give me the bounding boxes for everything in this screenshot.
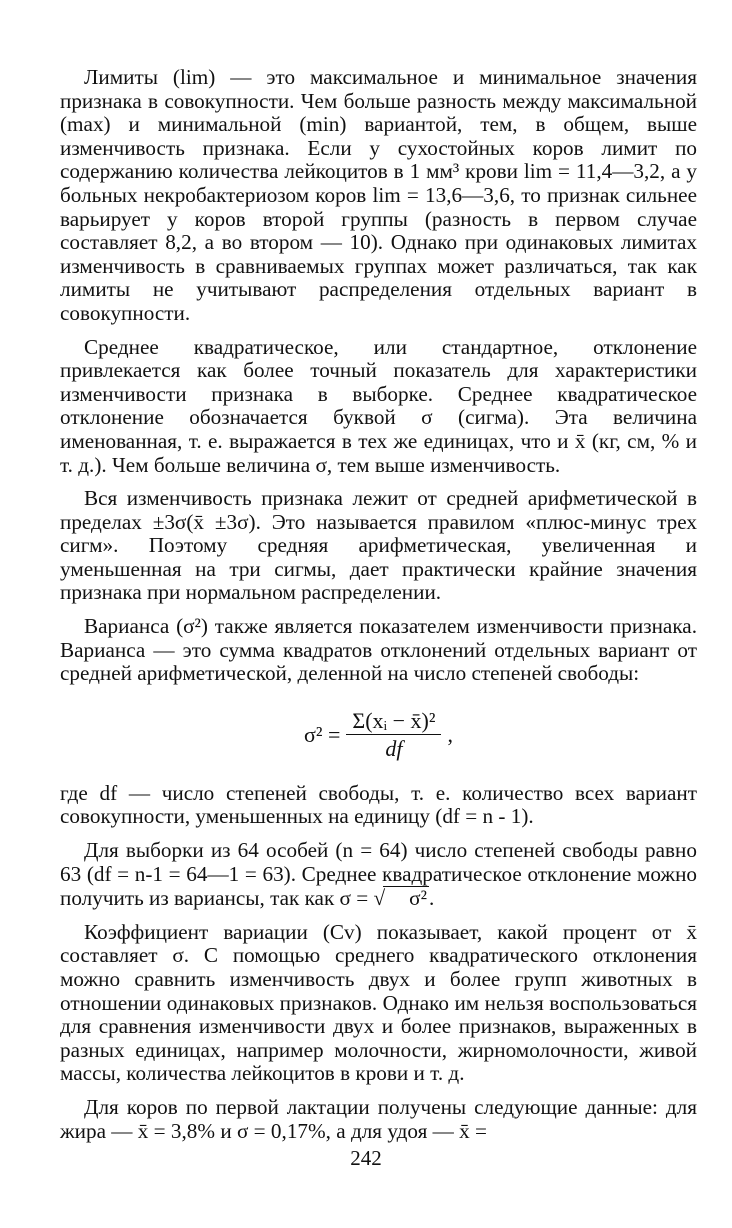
paragraph-limits: Лимиты (lim) — это максимальное и минимальное значения признака в совокупности. Чем больше разность между максимальной (max) и минимальной (min) вариантой, тем, в общем, выше изменчивость признака. Если у сухостойных коров лимит по содержанию количества лейкоцитов в 1 мм³ крови lim = 11,4—3,2, а у больных некробактериозом коров lim = 13,6—3,6, то признак сильнее варьирует у коров второй группы (разность в первом случае составляет 8,2, а во втором — 10). Однако при одинаковых лимитах изменчивость в сравниваемых группах может различаться, так как лимиты не учитывают распределения отдельных вариант в совокупности.	[60, 65, 697, 325]
formula-lhs: σ² =	[304, 722, 341, 748]
formula-numerator: Σ(xᵢ − x̄)²	[346, 709, 441, 736]
sqrt-radicand: σ²	[383, 886, 429, 911]
formula-comma: ,	[447, 722, 453, 748]
paragraph-coefficient-of-variation: Коэффициент вариации (Cv) показывает, какой процент от x̄ составляет σ. С помощью среднего квадратического отклонения можно сравнить изменчивость двух и более групп животных в отношении одинаковых признаков. Однако им нельзя воспользоваться для сравнения изменчивости двух и более признаков, выраженных в разных единицах, например молочности, жирномолочности, живой массы, количества лейкоцитов в крови и т. д.	[60, 919, 697, 1086]
page-number: 242	[350, 1146, 382, 1170]
sqrt-sign-icon: √	[373, 886, 386, 911]
formula-fraction	[346, 709, 441, 761]
paragraph-sample-example	[60, 839, 697, 911]
paragraph-degrees-of-freedom: где df — число степеней свободы, т. е. количество всех вариант совокупности, уменьшенных на единицу (df = n - 1).	[60, 780, 697, 829]
variance-formula	[60, 696, 697, 774]
paragraph-variance: Варианса (σ²) также является показателем изменчивости признака. Варианса — это сумма квадратов отклонений отдельных вариант от средней арифметической, деленной на число степеней свободы:	[60, 614, 697, 686]
formula-denominator: df	[385, 736, 403, 762]
sample-example-end: .	[428, 886, 435, 911]
paragraph-standard-deviation: Среднее квадратическое, или стандартное, отклонение привлекается как более точный показатель для характеристики изменчивости признака в выборке. Среднее квадратическое отклонение обозначается буквой σ (сигма). Эта величина именованная, т. е. выражается в тех же единицах, что и x̄ (кг, см, % и т. д.). Чем больше величина σ, тем выше изменчивость.	[60, 334, 697, 477]
paragraph-three-sigma-rule: Вся изменчивость признака лежит от средней арифметической в пределах ±3σ(x̄ ±3σ). Это называется правилом «плюс-минус трех сигм». Поэтому средняя арифметическая, увеличенная и уменьшенная на три сигмы, дает практически крайние значения признака при нормальном распределении.	[60, 486, 697, 605]
paragraph-lactation-data: Для коров по первой лактации получены следующие данные: для жира — x̄ = 3,8% и σ = 0,17%, а для удоя — x̄ =	[60, 1094, 697, 1143]
document-page	[60, 66, 697, 1153]
sample-example-text: Для выборки из 64 особей (n = 64) число степеней свободы равно 63 (df = n-1 = 64—1 = 63). Среднее квадратическое отклонение можно получить из вариансы, так как σ =	[60, 838, 697, 911]
